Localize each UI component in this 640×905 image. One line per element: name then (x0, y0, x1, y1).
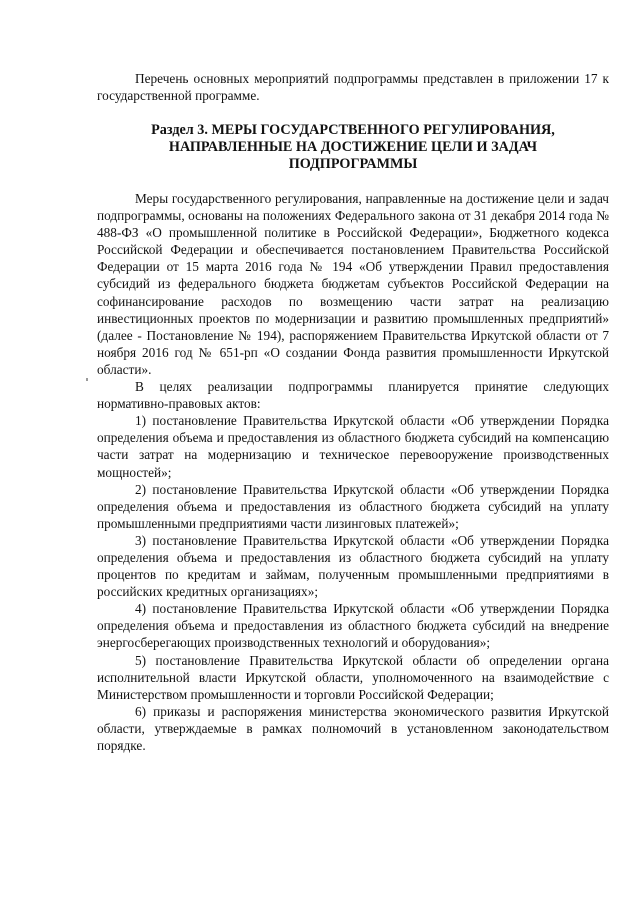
list-item-act-5: 5) постановление Правительства Иркутской области об определении органа исполнительной власти Иркутской области, уполномоченного на взаимодействие с Министерством промышленности и торговли Российской Федерации; (97, 652, 609, 702)
list-item-act-2: 2) постановление Правительства Иркутской области «Об утверждении Порядка определения объема и предоставления из областного бюджета субсидий на уплату промышленными предприятиями части лизинговых платежей»; (97, 481, 609, 531)
list-item-act-4: 4) постановление Правительства Иркутской области «Об утверждении Порядка определения объема и предоставления из областного бюджета субсидий на внедрение энергосберегающих производственных технологий и оборудования»; (97, 601, 609, 651)
paragraph-planned-acts: В целях реализации подпрограммы планируется принятие следующих нормативно-правовых актов: (97, 379, 609, 412)
list-item-act-3: 3) постановление Правительства Иркутской области «Об утверждении Порядка определения объема и предоставления из областного бюджета субсидий на уплату процентов по кредитам и займам, полученным промышленными предприятиями в российских кредитных организациях»; (97, 532, 609, 600)
section-title-line: Раздел 3. МЕРЫ ГОСУДАРСТВЕННОГО РЕГУЛИРОВАНИЯ, (151, 122, 555, 138)
intro-paragraph: Перечень основных мероприятий подпрограммы представлен в приложении 17 к государственной программе. (97, 71, 609, 104)
section-title-line: НАПРАВЛЕННЫЕ НА ДОСТИЖЕНИЕ ЦЕЛИ И ЗАДАЧ (168, 139, 538, 156)
section-title (97, 122, 609, 174)
section-body (97, 190, 609, 754)
section-title-line: ПОДПРОГРАММЫ (288, 156, 418, 173)
paragraph-legal-basis: Меры государственного регулирования, направленные на достижение цели и задач подпрограммы, основаны на положениях Федерального закона от 31 декабря 2014 года № 488-ФЗ «О промышленной политике в Российской Федерации», Бюджетного кодекса Российской Федерации и обеспечивается постановлением Правительства Российской Федерации от 15 марта 2016 года № 194 «Об утверждении Правил предоставления субсидий из федерального бюджета бюджетам субъектов Российской Федерации на софинансирование расходов по возмещению части затрат на реализацию инвестиционных проектов по модернизации и развитию промышленных предприятий» (далее - Постановление № 194), распоряжением Правительства Иркутской области от 7 ноября 2016 год № 651-рп «О создании Фонда развития промышленности Иркутской области». (97, 191, 609, 377)
list-item-act-1: 1) постановление Правительства Иркутской области «Об утверждении Порядка определения объема и предоставления из областного бюджета субсидий на компенсацию части затрат на модернизацию и техническое перевооружение производственных мощностей»; (97, 413, 609, 480)
list-item-act-6: 6) приказы и распоряжения министерства экономического развития Иркутской области, утверждаемые в рамках полномочий в установленном законодательством порядке. (97, 703, 609, 753)
scan-speck (86, 378, 88, 381)
